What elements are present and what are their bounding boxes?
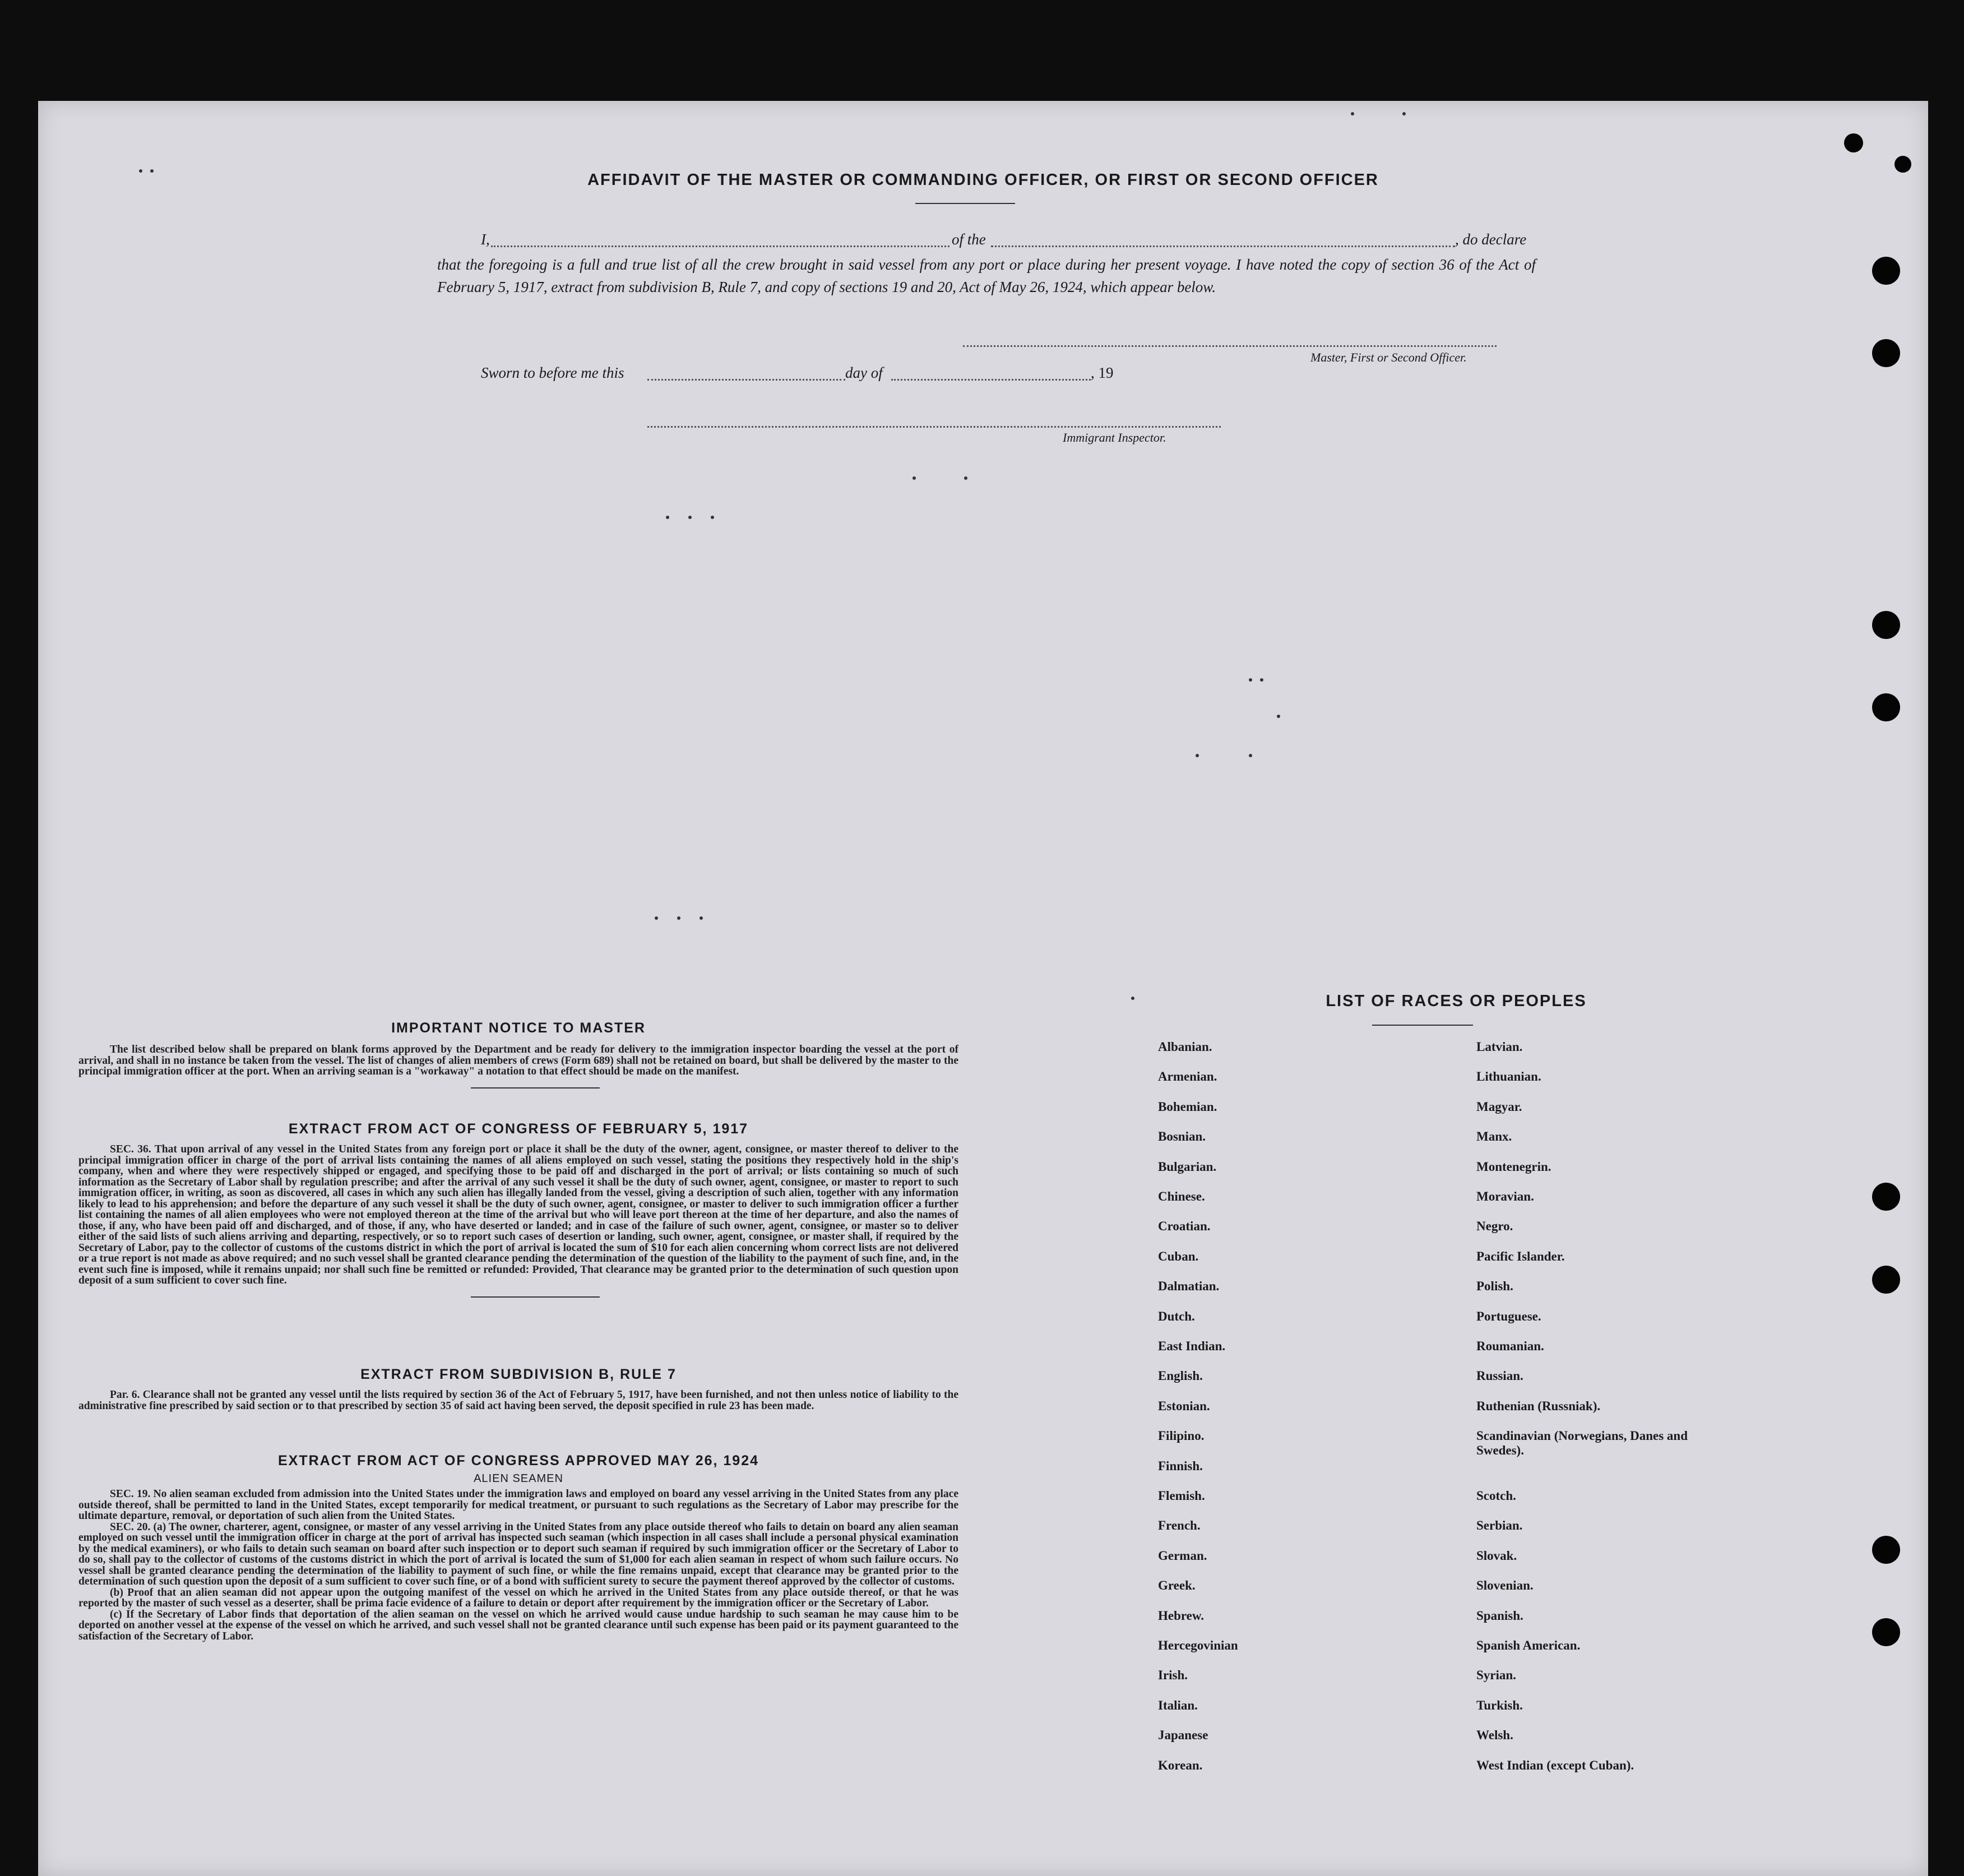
- race-item: Cuban.: [1158, 1249, 1199, 1263]
- race-item: Croatian.: [1158, 1219, 1211, 1234]
- race-item: Armenian.: [1158, 1069, 1217, 1084]
- race-item: Syrian.: [1476, 1668, 1516, 1683]
- affidavit-body: that the foregoing is a full and true list of all the crew brought in said vessel from any port or place during her present voyage. I have noted the copy of section 36 of the Act of February 5, 1917, extract from subdivision B, Rule 7, and copy of sections 19 and 20, Act of May 26, 1924, which appear below.: [437, 256, 1536, 295]
- speck: [1196, 754, 1199, 757]
- race-item: Magyar.: [1476, 1099, 1522, 1114]
- race-item: Finnish.: [1158, 1458, 1203, 1473]
- sworn-year: , 19: [1091, 364, 1114, 381]
- extract-1917-text: [78, 1144, 958, 1286]
- punch-hole: [1872, 693, 1900, 721]
- notice-text: [78, 1044, 958, 1077]
- race-item: French.: [1158, 1518, 1201, 1533]
- race-item: Welsh.: [1476, 1728, 1513, 1743]
- race-item: Chinese.: [1158, 1189, 1205, 1203]
- speck: [1351, 112, 1354, 115]
- extract-1924-title: EXTRACT FROM ACT OF CONGRESS APPROVED MAY 26, 1924: [277, 1453, 759, 1469]
- race-item: Lithuanian.: [1476, 1069, 1541, 1084]
- speck: [1277, 715, 1280, 718]
- race-item: Spanish.: [1476, 1608, 1523, 1623]
- speck: [688, 516, 692, 519]
- speck: [912, 476, 916, 480]
- extract-1917-section: [78, 1121, 958, 1298]
- race-item: Spanish American.: [1476, 1638, 1581, 1652]
- race-item: Portuguese.: [1476, 1309, 1541, 1323]
- race-item: Polish.: [1476, 1279, 1513, 1294]
- race-item: Bosnian.: [1158, 1129, 1206, 1144]
- sworn-month-field[interactable]: [891, 379, 1091, 381]
- sworn-day-field[interactable]: [647, 379, 845, 381]
- races-underline: [1372, 1025, 1473, 1026]
- inspector-signature-field[interactable]: [647, 426, 1221, 428]
- title-underline: [915, 203, 1015, 204]
- race-item: Dutch.: [1158, 1309, 1195, 1323]
- race-item: Slovenian.: [1476, 1578, 1534, 1593]
- notice-title: IMPORTANT NOTICE TO MASTER: [391, 1020, 646, 1036]
- punch-hole: [1872, 1618, 1900, 1646]
- sec20a-paragraph: SEC. 20. (a) The owner, charterer, agent, consignee, or master of any vessel arriving in the United States from any place outside thereof who fails to detain on board any alien seaman employed on such vessel until the immigration officer in charge at the port of arrival has inspected such seaman (which inspection in all cases shall include a personal physical examination by the medical examiners), or who fails to detain such seaman on board after such inspection or to deport such seaman if required by such immigration officer or the Secretary of Labor to do so, shall pay to the collector of customs of the customs district in which the port of arrival is located the sum of $1,000 for each alien seaman in respect of whom such failure occurs. No vessel shall be granted clearance pending the determination of the liability to payment of such fine, or while the fine remains unpaid, except that clearance may be granted prior to the determination of such question upon the deposit of a sum sufficient to cover such fine, or of a bond with sufficient surety to secure the payment thereof approved by the collector of customs.: [78, 1521, 958, 1587]
- sec20c-paragraph: (c) If the Secretary of Labor finds that deportation of the alien seaman on the vessel on which he arrived would cause undue hardship to such seaman he may cause him to be deported on another vessel at the expense of the vessel on which he arrived, and such vessel shall not be granted clearance until such expense has been paid or its payment guaranteed to the satisfaction of the Secretary of Labor.: [78, 1608, 958, 1642]
- punch-hole: [1872, 611, 1900, 639]
- race-item: Korean.: [1158, 1758, 1203, 1772]
- race-item: Dalmatian.: [1158, 1279, 1220, 1294]
- sworn-day-of: day of: [845, 364, 883, 381]
- race-item: Estonian.: [1158, 1398, 1210, 1413]
- notice-section: [78, 1020, 958, 1088]
- race-item: Moravian.: [1476, 1189, 1534, 1203]
- race-item: Latvian.: [1476, 1040, 1523, 1054]
- master-signature-label: Master, First or Second Officer.: [1310, 350, 1467, 364]
- inspector-label: Immigrant Inspector.: [1063, 430, 1166, 444]
- vessel-name-field[interactable]: [991, 245, 1455, 247]
- race-item: Russian.: [1476, 1369, 1523, 1383]
- race-item: Roumanian.: [1476, 1339, 1544, 1353]
- speck: [1260, 678, 1263, 682]
- rule7-paragraph: Par. 6. Clearance shall not be granted any vessel until the lists required by section 36 of the Act of February 5, 1917, have been furnished, and not then unless notice of liability to the administrative fine prescribed by said section or to that prescribed by section 35 of said act having been served, the deposit specified in rule 23 has been made.: [78, 1389, 958, 1412]
- speck: [677, 916, 680, 920]
- race-item: Albanian.: [1158, 1040, 1212, 1054]
- race-item: Bohemian.: [1158, 1099, 1217, 1114]
- punch-hole: [1872, 1266, 1900, 1294]
- race-item: Manx.: [1476, 1129, 1512, 1144]
- speck: [700, 916, 703, 920]
- speck: [711, 516, 714, 519]
- race-item: East Indian.: [1158, 1339, 1226, 1353]
- master-signature-field[interactable]: [963, 345, 1497, 347]
- race-item: Flemish.: [1158, 1489, 1205, 1503]
- extract-1924-subtitle: ALIEN SEAMEN: [474, 1472, 563, 1485]
- sec36-paragraph: SEC. 36. That upon arrival of any vessel in the United States from any foreign port or place it shall be the duty of the owner, agent, consignee, or master thereof to deliver to the principal immigration officer in charge of the port of arrival lists containing the names of all aliens employed on such vessel, stating the positions they respectively hold in the ship's company, when and where they were respectively shipped or engaged, and specifying those to be paid off and discharged in the port of arrival; or lists containing so much of such information as the Secretary of Labor shall by regulation prescribe; and after the arrival of any such vessel it shall be the duty of such owner, agent, consignee, or master to report to such immigration officer, in writing, as soon as discovered, all cases in which any such alien has illegally landed from the vessel, giving a description of such alien, together with any information likely to lead to his apprehension; and before the departure of any such vessel it shall be the duty of such owner, agent, consignee, or master to deliver to such immigration officer a further list containing the names of all alien employees who were not employed thereon at the time of the arrival but who will leave port thereon at the time of her departure, and also the names of those, if any, who have been paid off and discharged, and of those, if any, who have deserted or landed; and in case of the failure of such owner, agent, consignee, or master so to deliver either of the said lists of such aliens arriving and departing, respectively, or so to report such cases of desertion or landing, such owner, agent, consignee, or master shall, if required by the Secretary of Labor, pay to the collector of customs of the customs district in which the port of arrival is located the sum of $10 for each alien concerning whom correct lists are not delivered or a true report is not made as above required; and no such vessel shall be granted clearance pending the determination of the question of the liability to the payment of such fine, and, in the event such fine is imposed, while it remains unpaid; nor shall such fine be remitted or refunded: Provided, That clearance may be granted prior to the determination of such question upon deposit of a sum sufficient to cover such fine.: [78, 1143, 958, 1286]
- divider: [471, 1296, 600, 1298]
- speck: [666, 516, 669, 519]
- race-item: Ruthenian (Russniak).: [1476, 1398, 1601, 1413]
- race-item: Italian.: [1158, 1698, 1198, 1712]
- affidavit-declare: , do declare: [1455, 231, 1527, 248]
- rule7-text: [78, 1389, 958, 1411]
- punch-hole: [1872, 257, 1900, 285]
- race-item: Serbian.: [1476, 1518, 1523, 1533]
- extract-1924-section: [78, 1453, 958, 1642]
- affidavit-of-the: of the: [952, 231, 986, 248]
- punch-hole: [1894, 156, 1911, 173]
- race-item: Irish.: [1158, 1668, 1188, 1683]
- sec19-paragraph: SEC. 19. No alien seaman excluded from admission into the United States under the immigration laws and employed on board any vessel arriving in the United States from any place outside thereof, shall be permitted to land in the United States, except temporarily for medical treatment, or pursuant to such regulations as the Secretary of Labor may prescribe for the ultimate departure, removal, or deportation of such alien from the United States.: [78, 1488, 958, 1522]
- race-item: Scotch.: [1476, 1489, 1516, 1503]
- race-item: Negro.: [1476, 1219, 1513, 1234]
- race-item: Bulgarian.: [1158, 1159, 1217, 1174]
- speck: [964, 476, 967, 480]
- speck: [1131, 997, 1134, 1000]
- speck: [655, 916, 658, 920]
- extract-1917-title: EXTRACT FROM ACT OF CONGRESS OF FEBRUARY 5, 1917: [288, 1121, 749, 1137]
- sworn-prefix: Sworn to before me this: [481, 364, 624, 381]
- punch-hole: [1844, 133, 1863, 152]
- speck: [1402, 112, 1406, 115]
- affidavit-title: AFFIDAVIT OF THE MASTER OR COMMANDING OFFICER, OR FIRST OR SECOND OFFICER: [587, 171, 1379, 189]
- punch-hole: [1872, 1183, 1900, 1211]
- race-item: Hebrew.: [1158, 1608, 1204, 1623]
- race-item: Filipino.: [1158, 1429, 1205, 1443]
- race-item: Hercegovinian: [1158, 1638, 1238, 1652]
- speck: [1249, 678, 1252, 682]
- races-title: LIST OF RACES OR PEOPLES: [1326, 992, 1587, 1010]
- rule7-section: [78, 1367, 958, 1411]
- rule7-title: EXTRACT FROM SUBDIVISION B, RULE 7: [360, 1367, 677, 1382]
- race-item: Scandinavian (Norwegians, Danes and Swedes).: [1476, 1429, 1688, 1458]
- race-item: West Indian (except Cuban).: [1476, 1758, 1634, 1772]
- extract-1924-text: [78, 1489, 958, 1642]
- master-name-field[interactable]: [491, 245, 949, 247]
- sworn-line: [481, 364, 624, 382]
- punch-hole: [1872, 339, 1900, 367]
- affidavit-i: I,: [481, 231, 490, 248]
- speck: [1249, 754, 1252, 757]
- notice-paragraph: The list described below shall be prepared on blank forms approved by the Department and be ready for delivery to the immigration inspector boarding the vessel at the port of arrival, and shall in no instance be taken from the vessel. The list of changes of alien members of crews (Form 689) shall not be retained on board, but shall be delivered by the master to the principal immigration officer at the port. When an arriving seaman is a "workaway" a notation to that effect should be made on the manifest.: [78, 1044, 958, 1077]
- divider: [471, 1087, 600, 1088]
- race-item: Japanese: [1158, 1728, 1208, 1743]
- race-item: English.: [1158, 1369, 1203, 1383]
- race-item: German.: [1158, 1548, 1207, 1563]
- sec20b-paragraph: (b) Proof that an alien seaman did not appear upon the outgoing manifest of the vessel on which he arrived in the United States from any place outside thereof, or that he was reported by the master of such vessel as a deserter, shall be prima facie evidence of a failure to detain or deport after requirement by the immigration officer or the Secretary of Labor.: [78, 1586, 958, 1609]
- form-sheet: [38, 101, 1928, 1876]
- race-item: Greek.: [1158, 1578, 1196, 1593]
- race-item: Montenegrin.: [1476, 1159, 1551, 1174]
- race-item: Pacific Islander.: [1476, 1249, 1565, 1263]
- race-item: Turkish.: [1476, 1698, 1523, 1712]
- race-item: Slovak.: [1476, 1548, 1517, 1563]
- punch-hole: [1872, 1536, 1900, 1564]
